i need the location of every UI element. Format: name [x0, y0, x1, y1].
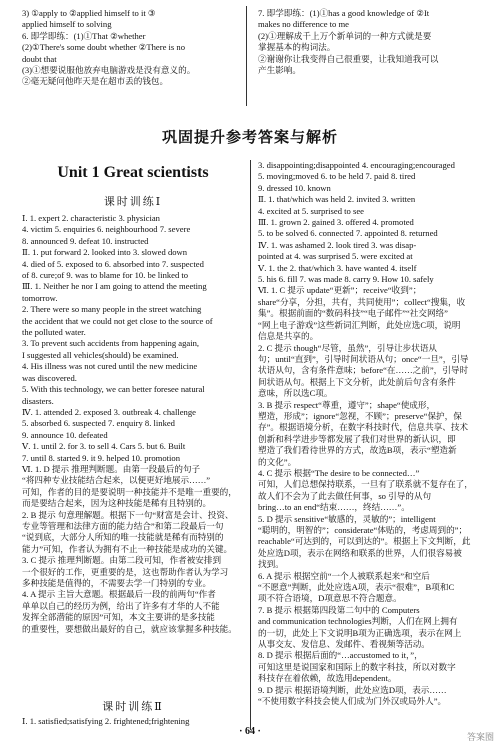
text-line: 5. With this technology, we can better foresee natural: [22, 384, 205, 395]
text-line: Ⅲ. 1. grown 2. gained 3. offered 4. promoted: [258, 217, 414, 228]
text-line: 5. to be solved 6. connected 7. appointed 8. returned: [258, 228, 438, 239]
text-line: 发挥全部潜能的原因”可知，本文主要讲的是多技能: [22, 612, 215, 623]
text-line: 意味，所以选C项。: [258, 388, 333, 399]
text-line: 3. To prevent such accidents from happening again,: [22, 338, 200, 349]
text-line: 可知，作者的目的是要说明一种技能并不是唯一重要的，: [22, 486, 237, 497]
text-line: Ⅱ. 1. that/which was held 2. invited 3. written: [258, 194, 416, 205]
text-line: applied himself to solving: [22, 19, 112, 30]
text-line: 8. D 提示 根据后面的“…accustomed to it，”，: [258, 650, 423, 661]
text-line: 5. absorbed 6. suspected 7. enquiry 8. linked: [22, 418, 175, 429]
text-line: 5. D 提示 sensitive“敏感的，灵敏的”；intelligent: [258, 513, 436, 524]
text-line: 创新和科学进步等都发展了我们对世界的新认识，即: [258, 433, 456, 444]
text-line: 的文化”。: [258, 456, 297, 467]
text-line: Ⅴ. 1. the 2. that/which 3. have wanted 4. itself: [258, 262, 417, 273]
text-line: ②谢谢你让我变得自己很重要，让我知道我可以: [258, 53, 439, 64]
text-line: “不愿意”判断，此处应选A项，表示“很难”，B项和C: [258, 582, 455, 593]
text-line: 9. announce 10. defeated: [22, 429, 108, 440]
top-left-column: [22, 8, 244, 88]
text-line: disasters.: [22, 395, 54, 406]
text-line: 4. His illness was not cured until the new medicine: [22, 361, 198, 372]
text-line: 3. B 提示 respect“尊重，遵守”；shape“使成形，: [258, 399, 436, 410]
text-line: “聪明的，明智的”；considerate“体贴的，考虑周到的”；: [258, 525, 468, 535]
text-line: 4. C 提示 根据“The desire to be connected…”: [258, 467, 420, 478]
text-line: Ⅳ. 1. was ashamed 2. look tired 3. was disap-: [258, 239, 417, 250]
text-line: 5. his 6. fill 7. was made 8. carry 9. How 10. safely: [258, 274, 434, 285]
text-line: Ⅱ. 1. put forward 2. looked into 3. slowed down: [22, 247, 188, 258]
text-line: 状语从句，含有条件意味；before“在……之前”，引导时: [258, 365, 469, 376]
left-answer-column: [22, 213, 244, 635]
text-line: (3)①想要说服他放弃电脑游戏是没有意义的。: [22, 65, 196, 76]
text-line: 可知这里是说国家和国际上的数字科技，所以对数字: [258, 661, 456, 672]
text-line: 7. B 提示 根据第四段第二句中的 Computers: [258, 604, 420, 615]
text-line: the polluted water.: [22, 327, 86, 338]
text-line: Ⅳ. 1. attended 2. exposed 3. outbreak 4. challenge: [22, 406, 196, 417]
right-answer-column: [258, 160, 482, 708]
text-line: share“分享，分担，共有，共同使用”；collect“搜集，收: [258, 296, 466, 307]
unit-title: Unit 1 Great scientists: [57, 164, 209, 181]
text-line: 可知，人们总想保持联系，一旦有了联系就不复存在了，: [258, 479, 473, 490]
text-line: 5. moving;moved 6. to be held 7. paid 8. tired: [258, 171, 416, 182]
text-line: 9. D 提示 根据语境判断，此处应选D项，表示……: [258, 684, 447, 695]
text-line: “将四种专业技能结合起来，以便更好地展示……”: [22, 475, 211, 486]
column-divider: [250, 160, 251, 730]
text-line: 间状语从句。根据上下文分析，此处前后句含有条件: [258, 376, 456, 387]
lesson-heading-2: 课时训练Ⅱ: [102, 701, 164, 713]
text-line: 故人们不会为了此去做任何事，so 引导的从句: [258, 490, 432, 501]
text-line: 多种技能是值得的，不需要去学一门特别的专业。: [22, 578, 212, 588]
text-line: 4. A 提示 主旨大意题。根据最后一段的前两句“作者: [22, 589, 216, 600]
text-line: 7. until 8. started 9. it 9. helped 10. promotion: [22, 452, 181, 463]
text-line: 7. 即学即练：(1)①has a good knowledge of ②It: [258, 8, 430, 18]
text-line: 9. dressed 10. known: [258, 182, 331, 193]
text-line: pointed at 4. was surprised 5. were excited at: [258, 251, 413, 262]
watermark: 答案圈: [466, 733, 494, 743]
column-divider: [246, 6, 247, 106]
text-line: Ⅰ. 1. expert 2. characteristic 3. physician: [22, 213, 160, 223]
text-line: I suggested all vehicles(should) be examined.: [22, 349, 179, 360]
text-line: Ⅴ. 1. until 2. for 3. to sell 4. Cars 5. but 6. Built: [22, 441, 186, 452]
text-line: 8. announced 9. defeat 10. instructed: [22, 235, 149, 246]
text-line: of 8. cure;of 9. was to blame for 10. be linked to: [22, 270, 189, 281]
text-line: “网上电子游戏”这些新词汇判断，此处应选C项，说明: [258, 319, 461, 330]
text-line: 3. C 提示 推理判断题。由第二段可知，作者被安排到: [22, 555, 222, 566]
text-line: Ⅵ. 1. D 提示 推理判断题。由第一段最后的句子: [22, 463, 201, 474]
text-line: “不使用数字科技会使人们成为门外汉或局外人”。: [258, 696, 447, 707]
text-line: reachable“可达到的，可以到达的”。根据上下文判断，此: [258, 536, 471, 547]
text-line: 集”。根据前面的“数码科技”“电子邮件”“社交网络”: [258, 308, 448, 319]
text-line: 3) ①apply to ②applied himself to it ③: [22, 8, 156, 18]
text-line: 4. excited at 5. surprised to see: [258, 205, 364, 216]
text-line: 的重要性，要想做出最好的自己，就应该掌握多种技能。: [22, 623, 237, 634]
text-line: 信息是共享的。: [258, 331, 319, 342]
text-line: 专业等管理和法律方面的能力结合”和第二段最后一句: [22, 520, 224, 531]
text-line: 科技存在着依赖，故选用dependent。: [258, 673, 397, 684]
text-line: 一个很好的工作，更重要的是，这也帮助作者认为学习: [22, 566, 229, 577]
text-line: 而是要结合起来，因为这种技能是稀有且特别的。: [22, 498, 212, 509]
text-line: 单单以自己的经历为例，给出了许多有才华的人不能: [22, 600, 220, 611]
text-line: bring…to an end“结束……，终结……”。: [258, 502, 410, 513]
text-line: 句；until“直到”，引导时间状语从句；once“一旦”，引导: [258, 353, 469, 364]
text-line: 3. disappointing;disappointed 4. encouraging;encouraged: [258, 160, 455, 170]
text-line: “说到底，大部分人所知的唯一技能就是稀有而特别的: [22, 532, 224, 543]
text-line: the accident that we could not get close to the source of: [22, 315, 213, 326]
text-line: doubt that: [22, 53, 57, 64]
text-line: and communication technologies判断，人们在网上拥有: [258, 616, 458, 627]
text-line: Ⅲ. 1. Neither he nor I am going to attend the meeting: [22, 281, 207, 292]
text-line: ②毫无疑问他昨天是在超市丢的钱包。: [22, 76, 169, 87]
text-line: 塑造了我们看待世界的方式，故选B项，表示“塑造新: [258, 445, 457, 456]
text-line: was discovered.: [22, 372, 77, 383]
text-line: 2. There were so many people in the street watching: [22, 304, 202, 315]
text-line: 4. died of 5. exposed to 6. absorbed into 7. suspected: [22, 258, 204, 269]
text-line: 能力”可知，作者认为拥有不止一种技能是成功的关键。: [22, 543, 233, 554]
text-line: (2)①理解成千上万个新单词的一种方式就是要: [258, 30, 432, 41]
text-line: 的一切，此处上下文说明B项为正确选项，表示在网上: [258, 627, 462, 638]
text-line: tomorrow.: [22, 292, 58, 303]
section-title: 巩固提升参考答案与解析: [161, 128, 338, 146]
text-line: 塑造，形成”；ignore“忽视，不顾”；preserve“保护，保: [258, 410, 462, 421]
text-line: 2. B 提示 句意理解题。根据下一句“财富是会计、投资、: [22, 509, 234, 520]
text-line: 从事交友、发信息、发邮件、看视频等活动。: [258, 639, 430, 650]
text-line: 6. A 提示 根据空前“一个人被联系起来”和空后: [258, 570, 430, 581]
text-line: 4. victim 5. enquiries 6. neighbourhood 7. severe: [22, 224, 191, 235]
text-line: 项不符合语境，D项意思不符合题意。: [258, 593, 402, 604]
text-line: (2)①There's some doubt whether ②There is no: [22, 42, 186, 53]
text-line: 6. 即学即练：(1)①That ②whether: [22, 30, 146, 41]
top-right-column: [258, 8, 482, 76]
text-line: 处应选D项，表示在网络和联系的世界，人们很容易被: [258, 547, 462, 558]
text-line: 产生影响。: [258, 65, 301, 76]
text-line: 存”。根据语境分析，在数字科技时代，信息共享、技术: [258, 422, 469, 433]
text-line: 找到。: [258, 559, 284, 570]
left-answer-tail: Ⅰ. 1. satisfied;satisfying 2. frightened;frightening: [22, 716, 190, 726]
text-line: 2. C 提示 though“尽管，虽然”，引导让步状语从: [258, 342, 438, 353]
page-number: · 64 ·: [239, 726, 261, 737]
text-line: Ⅵ. 1. C 提示 update“更新”；receive“收到”；: [258, 285, 422, 296]
text-line: makes no difference to me: [258, 19, 349, 30]
lesson-heading-1: 课时训练Ⅰ: [103, 196, 163, 208]
text-line: 掌握基本的构词法。: [258, 42, 336, 53]
